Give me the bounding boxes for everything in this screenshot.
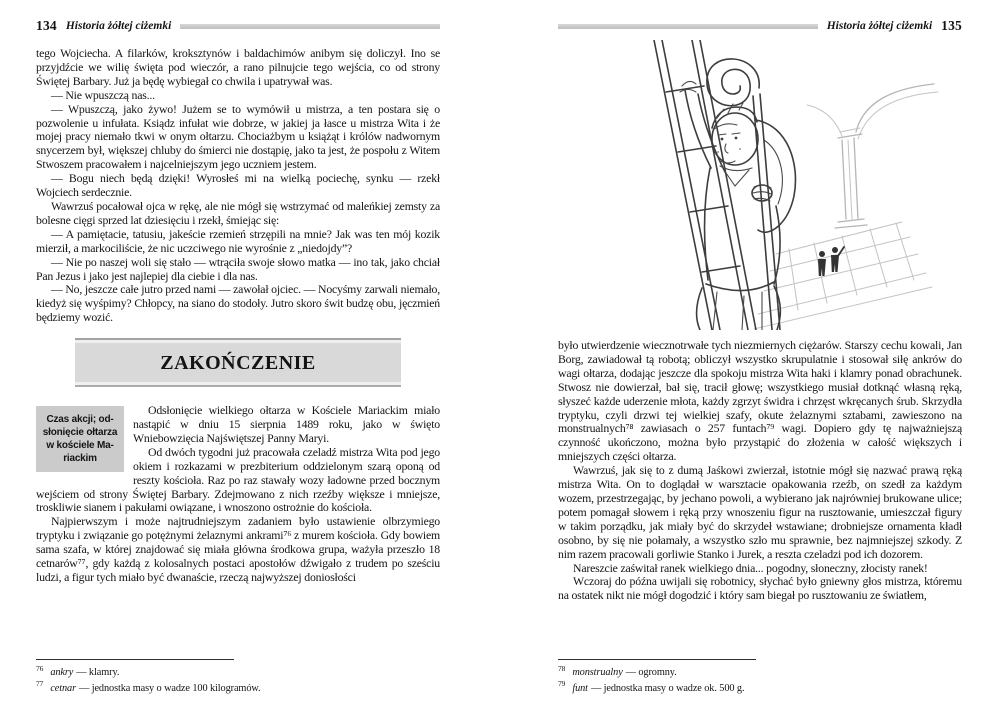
- illustration-svg: [616, 40, 946, 330]
- page-right: [558, 18, 962, 696]
- paragraph-dialogue: — Bogu niech będą dzięki! Wyrosłeś mi na wielką pociechę, synku — rzekł Wojciech serdecznie.: [36, 171, 440, 200]
- footnote: [36, 681, 440, 697]
- footnotes-left: [36, 653, 440, 696]
- footnote-number: 76: [36, 663, 44, 673]
- running-head-right: [558, 18, 962, 34]
- paragraph-dialogue: — Nie po naszej woli się stało — wtrąciła swoje słowo matka — ino tak, jako chciał Pan Jezus i jako jest najlepiej dla ciebie i dla nas.: [36, 254, 440, 283]
- margin-note-line: riackim: [63, 453, 97, 465]
- paragraph: Wawrzuś, jak się to z dumą Jaśkowi zwierzał, istotnie mógł się nazwać prawą ręką mistrza Wita. On to doglądał w warsztacie opakowania rzeźb, on szedł za każdym wozem, przestrzegając, by jechano powoli, a wybierano jak najrówniej brukowane ulice; potem pomagał słowem i ręką przy wnoszeniu figur na rusztowanie, umieszczał figury w takim porządku, jak miały być do skrzydeł wstawiane; drobniejsze ornamenta kładł osobno, by się nie połamały, a wszystko szło mu sprawnie, bez najmniejszej szkody. Z nim razem pracowali gorliwie Stanko i Jurek, a reszta czeladzi pod ich dozorem.: [558, 463, 962, 561]
- footnote-definition: — jednostka masy o wadze ok. 500 g.: [590, 682, 745, 694]
- margin-note-line: Czas akcji; od-: [46, 414, 114, 426]
- paragraph-dialogue: — A pamiętacie, tatusiu, jakeście rzemień strzępili na mnie? Jak was ten mój kozik mierził, a markociliście, że nic uczciwego nie wyrośnie z „niedojdy”?: [36, 226, 440, 255]
- margin-note: [36, 406, 124, 472]
- illustration-boy-with-crozier: [558, 40, 962, 332]
- body-text-left: [36, 47, 440, 325]
- paragraph: Wawrzuś pocałował ojca w rękę, ale nie mógł się wstrzymać od maleńkiej zemsty za bolesne cięgi sprzed lat dziesięciu i rzekł, śmiejąc się:: [36, 198, 440, 227]
- church-arch: [807, 84, 938, 228]
- footnote-term: funt: [572, 682, 588, 694]
- body-text-right: [558, 339, 962, 603]
- header-rule: [180, 24, 440, 29]
- footnote: [558, 681, 962, 697]
- chapter-heading: ZAKOŃCZENIE: [160, 352, 316, 375]
- paragraph-dialogue: — Nie wpuszczą nas...: [51, 87, 155, 102]
- footnote: [36, 665, 440, 681]
- footnote-term: cetnar: [50, 682, 77, 694]
- paragraph: Najpierwszym i może najtrudniejszym zadaniem było ustawienie olbrzymiego tryptyku i związanie go potężnymi żelaznymi ankrami⁷⁶ z murem kościoła. Gdy bowiem sama szafa, w której znajdować się miała główna środkowa grupa, ważyła przeszło 18 cetnarów⁷⁷, gdy każdą z kolosalnych postaci apostołów dźwigało z trudem po sześciu ludzi, a figur tych miało być dwanaście, rzeczą najwyższej doniosłości: [36, 514, 440, 584]
- ladder: [654, 40, 756, 330]
- chapter-heading-box: [75, 338, 401, 387]
- header-rule: [558, 24, 818, 29]
- footnote: [558, 665, 962, 681]
- paragraph: było utwierdzenie wiecznotrwałe tych niezmiernych ciężarów. Starszy cechu kowali, Jan Borg, zawiadował tą robotą; obliczył wszystko skrupulatnie i stosował siłę ankrów do wagi ołtarza, dodając jeszcze dla spokoju mistrza Wita haki i klamry ponad obrachunek. Stwosz nie dowierzał, bał się, tracił głowę; wszystkiego musiał dotknąć własną ręką, słyszeć każde uderzenie młota, każdy zgrzyt świdra i chrzęst wkręcanych śrub. Skrzydła tryptyku, czyli drzwi tej wielkiej szafy, okute żelaznymi sztabami, zawieszono na monstrualnych⁷⁸ zawiasach o 257 funtach⁷⁹ wagi. Dopiero gdy tę najważniejszą czynność ukończono, można było przystąpić do złożenia w całość większych i mniejszych części ołtarza.: [558, 338, 962, 464]
- footnote-number: 78: [558, 663, 566, 673]
- footnote-number: 77: [36, 679, 44, 689]
- running-title-left: Historia żółtej ciżemki: [65, 20, 172, 32]
- paragraph: tego Wojciecha. A filarków, kroksztynów i baldachimów anibym się doliczył. Ino se przyjdźcie we wilię święta pod wieczór, a rano pilnujcie tego wejścia, co od strony Świętej Barbary. Już ja będę wybiegał co chwila i upatrywał was.: [36, 46, 440, 88]
- page-number-left: 134: [36, 18, 57, 33]
- footnote-term: monstrualny: [572, 667, 623, 678]
- paragraph-dialogue: — No, jeszcze całe jutro przed nami — zawołał ojciec. — Nocyśmy zarwali niemało, kiedyż się wyśpimy? Chłopcy, na siano do stodoły. Jutro skoro świt budzę obu, jęczmień będziemy wozić.: [36, 282, 440, 325]
- paragraph: Od dwóch tygodni już pracowała czeladź mistrza Wita pod jego okiem i rozkazami w prezbiterium oddzielonym szarą oponą od reszty kościoła. Raz po raz stawały wozy ładowne przed bocznym wejściem od strony Świętej Barbary. Zdejmowano z nich rzeźby większe i mniejsze, troskliwie sianem i pakułami owiązane, i wnoszono ostrożnie do kościoła.: [36, 444, 440, 515]
- page-left: [36, 18, 440, 696]
- footnote-definition: — klamry.: [76, 667, 120, 678]
- margin-note-line: słonięcie ołtarza: [42, 427, 118, 439]
- footnote-rule: [36, 659, 234, 660]
- chapter-opening-text: [36, 404, 440, 585]
- footnote-rule: [558, 659, 756, 660]
- paragraph-dialogue: — Wpuszczą, jako żywo! Jużem se to wymówił u mistrza, a ten postara się o pozwolenie u infułata. Ksiądz infułat wie dobrze, w jakiej ja łasce u mistrza Wita i że mojej pracy niemało tkwi w onym ołtarzu. Chociażbym u książąt i królów nadwornym snycerzem był, większej chluby do śmierci nie dostąpię, jako ta jest, że pospołu z Witem Stwoszem pracowałem i najcelniejszym jego uczniem jestem.: [36, 101, 440, 172]
- margin-note-line: w kościele Ma-: [46, 440, 114, 452]
- running-title-right: Historia żółtej ciżemki: [826, 20, 933, 32]
- page-number-right: 135: [941, 18, 962, 33]
- boy-figure: [680, 81, 795, 330]
- onlooker-figures: [818, 247, 844, 276]
- footnote-definition: — ogromny.: [625, 667, 677, 678]
- footnote-definition: — jednostka masy o wadze 100 kilogramów.: [79, 682, 261, 694]
- footnotes-right: [558, 653, 962, 696]
- footnote-term: ankry: [50, 667, 74, 678]
- running-head-left: [36, 18, 440, 34]
- paragraph: Odsłonięcie wielkiego ołtarza w Kościele Mariackim miało nastąpić w dniu 15 sierpnia 1489 roku, jako w święto Wniebowzięcia Najświętszej Panny Maryi.: [133, 403, 440, 445]
- crozier-staff: [707, 59, 780, 330]
- paragraph: Wczoraj do późna uwijali się robotnicy, słychać było gniewny głos mistrza, któremu na ostatek nikt nie mógł dogodzić i który sam biegał po rusztowaniu ze światłem,: [558, 574, 962, 603]
- footnote-number: 79: [558, 679, 566, 689]
- paragraph: Nareszcie zaświtał ranek wielkiego dnia... pogodny, słoneczny, złocisty ranek!: [573, 560, 928, 575]
